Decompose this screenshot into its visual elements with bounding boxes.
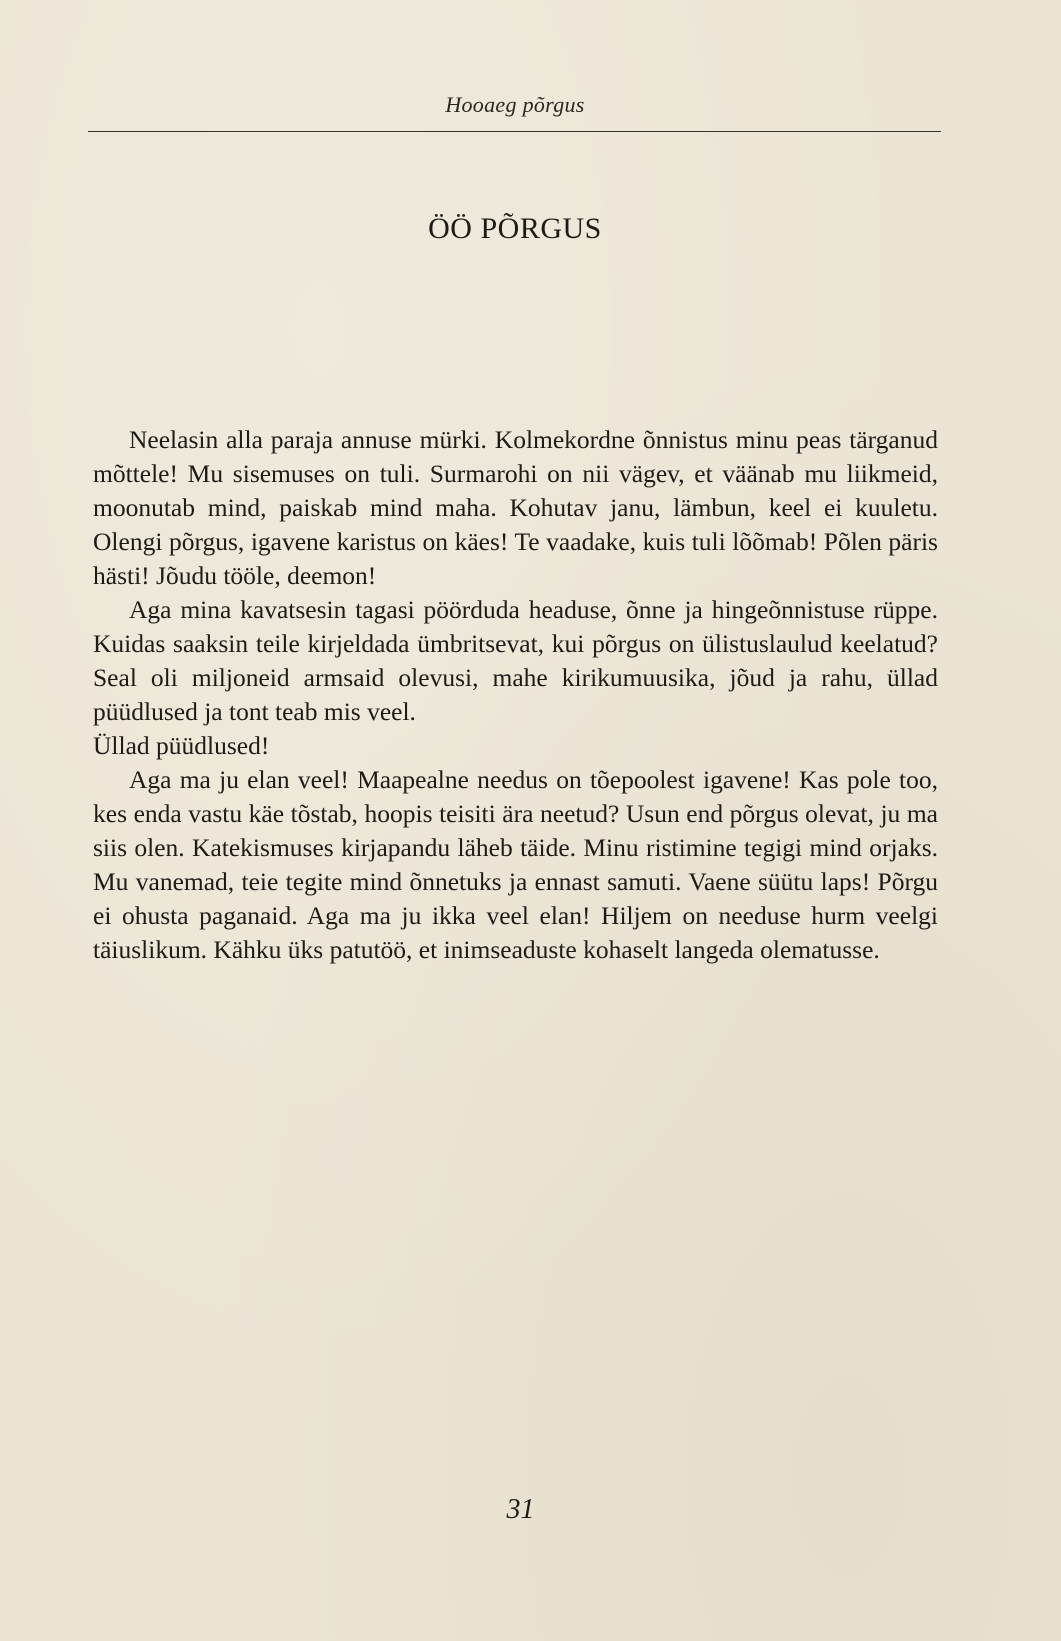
paragraph-1: Neelasin alla paraja annuse mürki. Kolmekordne õnnistus minu peas tärganud mõttele! Mu sisemuses on tuli. Surmarohi on nii vägev, et väänab mu liikmeid, moonutab mind, paiskab mind maha. Kohutav janu, lämbun, keel ei kuuletu. Olengi põrgus, igavene karistus on käes! Te vaadake, kuis tuli lõõmab! Põlen päris hästi! Jõudu tööle, deemon! [93,425,938,590]
chapter-title: ÖÖ PÕRGUS [428,212,602,245]
header-rule [88,131,941,132]
paragraph-4: Aga ma ju elan veel! Maapealne needus on tõepoolest igavene! Kas pole too, kes enda vastu käe tõstab, hoopis teisiti ära neetud? Usun end põrgus olevat, ju ma siis olen. Katekismuses kirjapandu läheb täide. Minu ristimine tegigi mind orjaks. Mu vanemad, teie tegite mind õnnetuks ja ennast samuti. Vaene süütu laps! Põrgu ei ohusta paganaid. Aga ma ju ikka veel elan! Hiljem on needuse hurm veelgi täiuslikum. Kähku üks patutöö, et inimseaduste kohaselt langeda olematusse. [93,765,938,964]
running-head: Hooaeg põrgus [445,92,585,117]
paragraph-2: Aga mina kavatsesin tagasi pöörduda headuse, õnne ja hingeõnnistuse rüppe. Kuidas saaksin teile kirjeldada ümbritsevat, kui põrgus on ülistuslaulud keelatud? Seal oli miljoneid armsaid olevusi, mahe kirikumuusika, jõud ja rahu, üllad püüdlused ja tont teab mis veel. [93,595,938,726]
paragraph-3: Üllad püüdlused! [93,731,270,760]
body-text [93,423,938,967]
page-number: 31 [506,1494,535,1525]
